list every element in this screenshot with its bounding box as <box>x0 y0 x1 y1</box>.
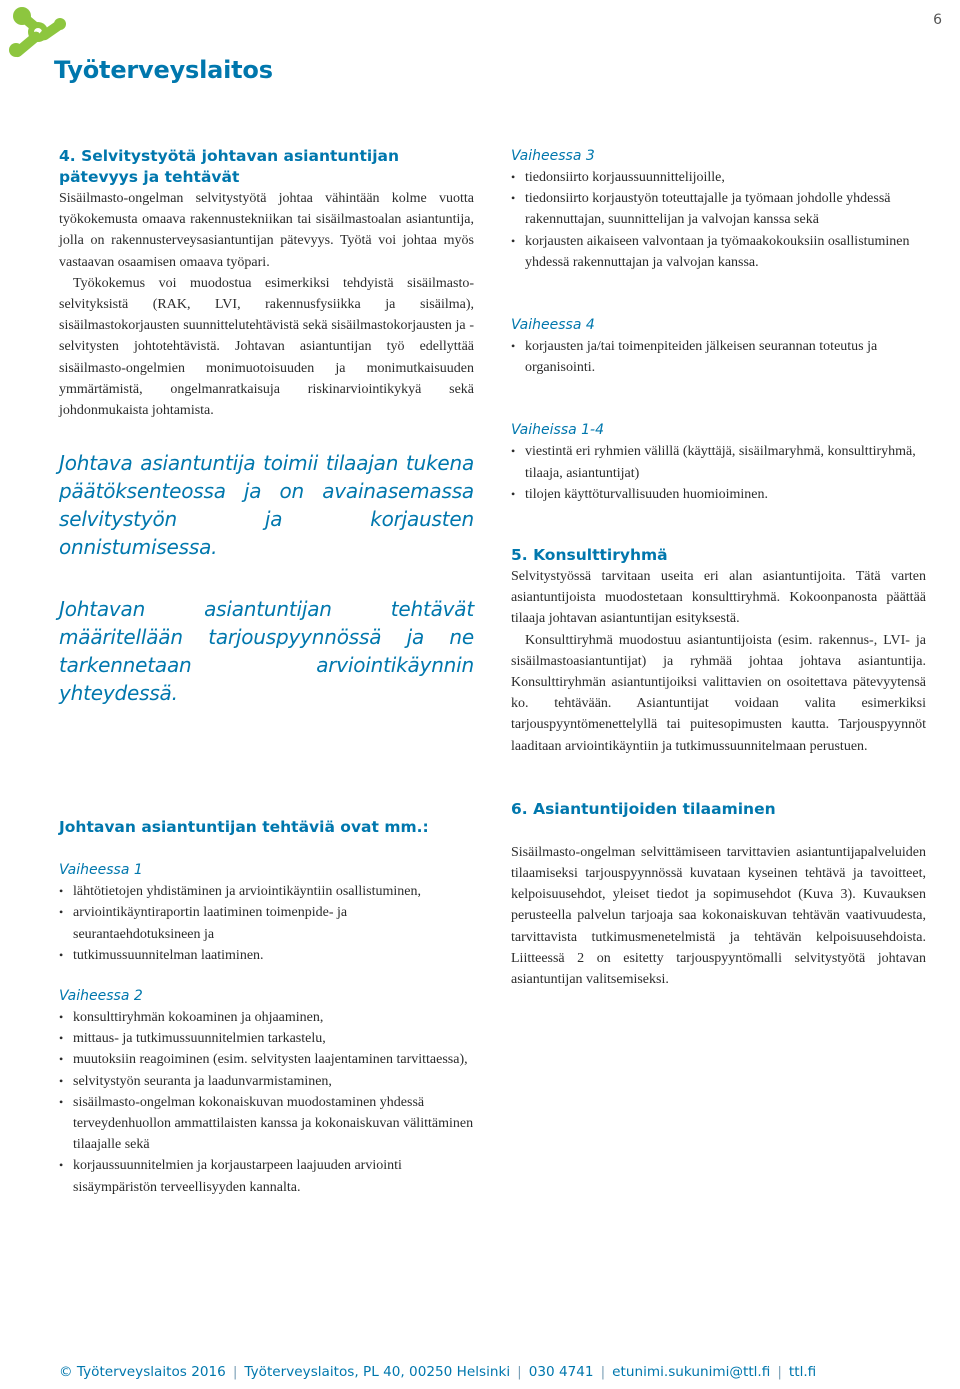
left-column <box>59 146 474 1198</box>
section-5-paragraph-2: Konsulttiryhmä muodostuu asiantuntijoista (esim. rakennus-, LVI- ja sisäilmastoasiantuntijat) ja ryhmää johtaa johtava asiantuntija. Konsulttiryhmän asiantuntijoiksi valittavien on osoitettava pätevyytensä ko. tehtävään. Asiantuntijat voidaan valita esimerkiksi tarjouspyyntömenettelyllä tai puitesopimusten kautta. Tarjouspyynnöt laaditaan arviointikäyntiin ja tutkimussuunnitelmaan perustuen. <box>511 632 926 754</box>
footer-email-link[interactable]: etunimi.sukunimi@ttl.fi <box>612 1364 771 1380</box>
footer: © Työterveyslaitos 2016 | Työterveyslaitos, PL 40, 00250 Helsinki | 030 4741 | etunimi.sukunimi@ttl.fi | ttl.fi <box>59 1364 817 1380</box>
logo <box>6 4 273 88</box>
phases-1-4-title: Vaiheissa 1-4 <box>511 422 605 439</box>
tasks-heading: Johtavan asiantuntijan tehtäviä ovat mm.: <box>59 818 429 837</box>
logo-text: Työterveyslaitos <box>54 56 273 84</box>
logo-symbol-icon <box>6 4 70 62</box>
section-4-paragraph-2: Työkokemus voi muodostua esimerkiksi tehdyistä sisäilmasto-selvityksistä (RAK, LVI, rakennusfysiikka ja sisäilma), sisäilmastokorjausten suunnittelutehtävistä sekä sisäilmastokorjausten ja -selvitysten johtotehtävistä. Johtavan asiantuntijan työ edellyttää sisäilmasto-ongelmien monimuotoisuuden ja monimutkaisuuden ymmärtämistä, ongelmanratkaisuja riskinarviointikykyä sekä johdonmukaista johtamista. <box>59 275 474 419</box>
section-5-paragraph-1: Selvitystyössä tarvitaan useita eri alan asiantuntijoita. Tätä varten asiantuntijoista muodostetaan konsulttiryhmä. Kokoonpanosta päättää tilaaja johtavan asiantuntijan esityksestä. <box>511 569 926 627</box>
phase-4-list <box>511 336 926 378</box>
list-item: • selvitystyön seuranta ja laadunvarmistaminen, <box>59 1073 332 1089</box>
list-item: • tiedonsiirto korjaustyön toteuttajalle ja työmaan johdolle yhdessä rakennuttajan, suunnittelijan ja valvojan kanssa sekä <box>511 191 891 228</box>
phase-4-title: Vaiheessa 4 <box>511 317 595 334</box>
phase-4-block <box>511 315 926 378</box>
phase-1-title: Vaiheessa 1 <box>59 862 143 879</box>
phase-3-list <box>511 167 926 273</box>
phase-2-list <box>59 1007 474 1198</box>
page-number: 6 <box>933 12 942 28</box>
list-item: • tiedonsiirto korjaussuunnittelijoille, <box>511 170 725 185</box>
list-item: • konsulttiryhmän kokoaminen ja ohjaaminen, <box>59 1010 324 1026</box>
phase-3-block <box>511 146 926 273</box>
list-item: • mittaus- ja tutkimussuunnitelmien tarkastelu, <box>59 1031 326 1047</box>
section-4-paragraph-1: Sisäilmasto-ongelman selvitystyötä johtaa vähintään kolme vuotta työkokemusta omaava rakennustekniikan tai sisäilmastoalan asiantuntija, jolla on rakennusterveysasiantuntijan pätevyys. Työtä voi johtaa myös vastaavan osaamisen omaava työpari. <box>59 191 474 270</box>
highlight-quote-1: Johtava asiantuntija toimii tilaajan tukena päätöksenteossa ja on avainasemassa selvitystyön ja korjausten onnistumisessa. <box>59 451 474 560</box>
list-item: • tilojen käyttöturvallisuuden huomioiminen. <box>511 486 769 502</box>
list-item: • korjaussuunnitelmien ja korjaustarpeen laajuuden arviointi sisäympäristön terveellisyyden kannalta. <box>59 1158 402 1195</box>
phase-1-list <box>59 881 474 966</box>
phase-1-block <box>59 860 474 966</box>
phase-2-title: Vaiheessa 2 <box>59 988 143 1005</box>
footer-website-link[interactable]: ttl.fi <box>788 1364 817 1380</box>
section-4-heading: 4. Selvitystyötä johtavan asiantuntijan pätevyys ja tehtävät <box>59 147 400 186</box>
footer-phone: 030 4741 <box>528 1364 594 1380</box>
phases-1-4-list <box>511 441 926 505</box>
phase-2-block <box>59 986 474 1198</box>
highlight-quote-2: Johtavan asiantuntijan tehtävät määritellään tarjouspyynnössä ja ne tarkennetaan arviointikäynnin yhteydessä. <box>59 597 474 706</box>
list-item: • tutkimussuunnitelman laatiminen. <box>59 947 264 963</box>
list-item: • korjausten aikaiseen valvontaan ja työmaakokouksiin osallistuminen yhdessä rakennuttajan ja valvojan kanssa. <box>511 233 910 270</box>
footer-address: Työterveyslaitos, PL 40, 00250 Helsinki <box>244 1364 511 1380</box>
right-column <box>511 146 926 990</box>
list-item: • muutoksiin reagoiminen (esim. selvitysten laajentaminen tarvittaessa), <box>59 1052 468 1068</box>
phase-3-title: Vaiheessa 3 <box>511 148 595 164</box>
phases-1-4-block <box>511 420 926 505</box>
list-item: • viestintä eri ryhmien välillä (käyttäjä, sisäilmaryhmä, konsulttiryhmä, tilaaja, asiantuntijat) <box>511 444 916 481</box>
list-item: • sisäilmasto-ongelman kokonaiskuvan muodostaminen yhdessä terveydenhuollon ammattilaisten kanssa ja kokonaiskuvan välittäminen tilaajalle sekä <box>59 1094 474 1153</box>
list-item: • korjausten ja/tai toimenpiteiden jälkeisen seurannan toteutus ja organisointi. <box>511 339 878 376</box>
section-6-paragraph-1: Sisäilmasto-ongelman selvittämiseen tarvittavien asiantuntijapalveluiden tilaamiseksi tarjouspyynnössä kuvataan kyseinen tehtävä ja tavoitteet, kelpoisuusehdot, yleiset tiedot ja sopimusehdot (Kuva 3). Kuvauksen perusteella palvelun tarjoaja saa kokonaiskuvan tehtävän vaativuudesta, tarvittavista tutkimusmenetelmistä ja tehtävän kelpoisuusehdoista. Liitteessä 2 on esitetty tarjouspyyntömalli selvitystyötä johtavan asiantuntijan valitsemiseksi. <box>511 844 926 988</box>
footer-copyright: © Työterveyslaitos 2016 <box>59 1364 226 1380</box>
list-item: • lähtötietojen yhdistäminen ja arviointikäyntiin osallistuminen, <box>59 884 421 900</box>
list-item: • arviointikäyntiraportin laatiminen toimenpide- ja seurantaehdotuksineen ja <box>59 905 348 942</box>
section-5-heading: 5. Konsulttiryhmä <box>511 546 668 565</box>
section-6-heading: 6. Asiantuntijoiden tilaaminen <box>511 799 776 818</box>
